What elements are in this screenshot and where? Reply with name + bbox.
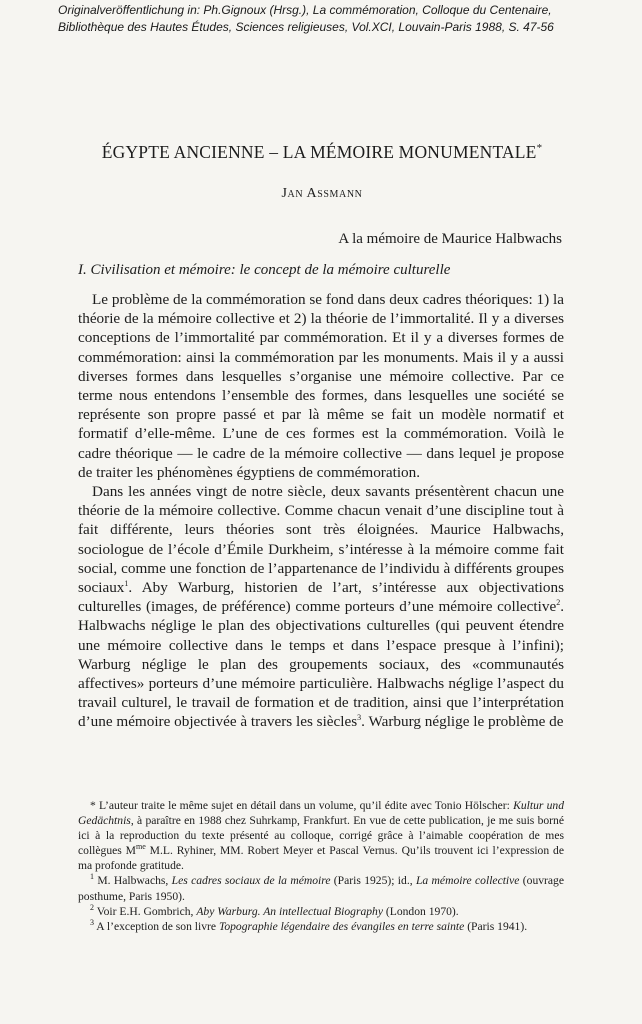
footnote-2-text-a: Voir E.H. Gombrich, [96,904,197,918]
footnote-3-text-b: (Paris 1941). [464,919,528,933]
citation-header [58,2,638,36]
footnote-3-text-a: A l’exception de son livre [96,919,219,933]
footnote-1-text-c: (ouvrage posthume, Paris 1950). [78,874,564,903]
footnote-2-marker: 2 [90,902,94,912]
article-title [78,142,566,163]
paragraph-2-part-d: . Warburg néglige le problème de [361,713,564,731]
footnote-1-marker: 1 [90,872,94,882]
footnote-1-title-1: Les cadres sociaux de la mémoire [171,874,331,888]
footnote-star [78,798,564,873]
footnote-1-text-b: (Paris 1925); id., [330,874,416,888]
footnote-1-title-2: La mémoire collective [415,874,520,888]
footnote-star-title: Kultur und Gedächtnis [78,799,564,828]
title-footnote-marker: * [536,142,543,155]
footnote-2-text-b: (London 1970). [383,904,459,918]
footnote-3 [78,919,564,934]
footnote-star-superscript: me [136,842,146,852]
paragraph-2 [78,482,564,732]
citation-line-2: Bibliothèque des Hautes Études, Sciences religieuses, Vol.XCI, Louvain-Paris 1988, S. 47-56 [58,20,554,34]
footnote-ref-1: 1 [124,578,129,588]
footnote-2-title: Aby Warburg. An intellectual Biography [196,904,383,918]
footnote-2 [78,904,564,919]
footnote-star-text-b: , à paraître en 1988 chez Suhrkamp, Frankfurt. En vue de cette publication, je me suis borné ici à la reproduction du texte présenté au colloque, corrigé grâce à l’aimable coopération de mes collègues M [78,814,564,858]
footnote-star-text-c: M.L. Ryhiner, MM. Robert Meyer et Pascal Vernus. Qu’ils trouvent ici l’expression de ma profonde gratitude. [78,844,564,873]
paragraph-2-part-b: . Aby Warburg, historien de l’art, s’intéresse aux objectivations culturelles (images, de préférence) comme porteurs d’une mémoire collective [78,579,564,616]
footnote-ref-3: 3 [357,713,362,723]
article-title-text: ÉGYPTE ANCIENNE – LA MÉMOIRE MONUMENTALE [101,142,537,162]
footnote-star-marker: * [90,799,96,812]
footnote-1 [78,873,564,903]
paragraph-2-part-c: . Halbwachs néglige le plan des objectivations culturelles (qui peuvent étendre une mémoire collective dans le temps et dans l’espace presque à l’infini); Warburg néglige le plan des groupements sociaux, des «communautés affectives» porteurs d’une mémoire particulière. Halbwachs néglige l’aspect du travail culturel, le travail de formation et de tradition, ainsi que l’interprétation d’une mémoire objectivée à travers les siècles [78,598,564,731]
footnotes [78,798,564,934]
footnote-ref-2: 2 [556,598,561,608]
citation-line-1: Originalveröffentlichung in: Ph.Gignoux (Hrsg.), La commémoration, Colloque du Centenaire, [58,3,552,17]
footnote-3-title: Topographie légendaire des évangiles en terre sainte [218,919,465,933]
body-text [78,290,564,732]
footnote-3-marker: 3 [90,917,94,927]
footnote-1-text-a: M. Halbwachs, [97,874,172,888]
paragraph-2-part-a: Dans les années vingt de notre siècle, deux savants présentèrent chacun une théorie de la mémoire collective. Comme chacun venait d’une discipline tout à fait différente, leurs théories sont très éloignées. Maurice Halbwachs, sociologue de l’école d’Émile Durkheim, s’intéresse à la mémoire comme fait social, comme une fonction de l’appartenance de l’individu à différents groupes sociaux [78,483,564,597]
article-author: Jan Assmann [281,186,363,201]
section-heading: I. Civilisation et mémoire: le concept de la mémoire culturelle [78,262,451,278]
paragraph-1: Le problème de la commémoration se fond dans deux cadres théoriques: 1) la théorie de la mémoire collective et 2) la théorie de l’immortalité. Il y a diverses conceptions de l’immortalité par commémoration. Et il y a diverses formes de commémoration: ainsi la commémoration par les monuments. Mais il y a aussi diverses formes dans lesquelles s’organise une mémoire collective. Par ce terme nous entendons l’ensemble des formes, dans lesquelles une société se représente son propre passé et par là même se fait un modèle normatif et formatif d’elle-même. L’une de ces formes est la commémoration. Voilà le cadre théorique — le cadre de la mémoire collective — dans lequel je propose de traiter les phénomènes égyptiens de commémoration. [78,291,564,481]
dedication: A la mémoire de Maurice Halbwachs [338,231,562,247]
footnote-star-text-a: L’auteur traite le même sujet en détail dans un volume, qu’il édite avec Tonio Hölscher: [99,799,514,812]
